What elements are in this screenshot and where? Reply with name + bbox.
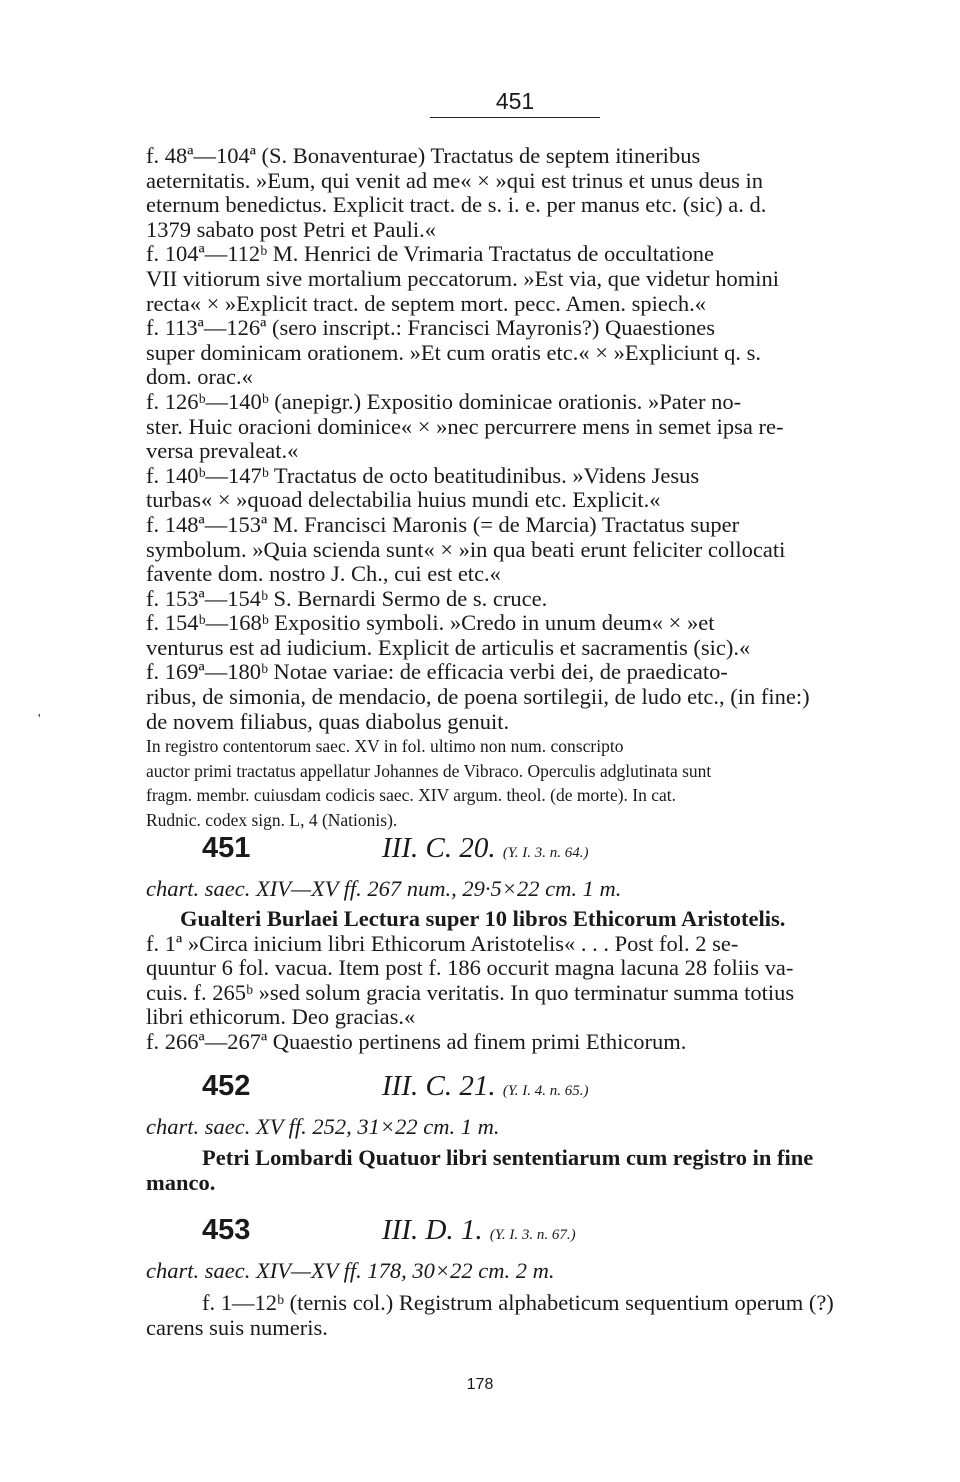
entry-450-note <box>146 734 914 832</box>
record-451-title: Gualteri Burlaei Lectura super 10 libros Ethicorum Aristotelis. <box>180 906 786 931</box>
text-line: symbolum. »Quia scienda sunt« × »in qua beati erunt feliciter collocati <box>146 536 786 562</box>
record-452-title-cont: manco. <box>146 1169 216 1195</box>
text-line: f. 1—12ᵇ (ternis col.) Registrum alphabeticum sequentium operum (?) <box>202 1290 834 1315</box>
record-451-text <box>146 932 914 1055</box>
record-old-signature: (Y. I. 3. n. 64.) <box>502 845 589 861</box>
note-line: fragm. membr. cuiusdam codicis saec. XIV argum. theol. (de morte). In cat. <box>146 785 677 806</box>
record-453-text <box>146 1291 914 1340</box>
text-line: carens suis numeris. <box>146 1314 328 1340</box>
note-line: auctor primi tractatus appellatur Johannes de Vibraco. Operculis adglutinata sunt <box>146 760 712 781</box>
record-old-signature: (Y. I. 4. n. 65.) <box>502 1083 589 1099</box>
text-line: eternum benedictus. Explicit tract. de s. i. e. per manus etc. (sic) a. d. <box>146 192 767 218</box>
footer-folio-number: 178 <box>466 1376 494 1393</box>
record-453-body <box>146 1291 914 1340</box>
text-line: venturus est ad iudicium. Explicit de articulis et sacramentis (sic).« <box>146 634 751 660</box>
text-line: 1379 sabato post Petri et Pauli.« <box>146 216 436 242</box>
record-453-heading <box>202 1214 902 1254</box>
text-line: super dominicam orationem. »Et cum oratis etc.« × »Expliciunt q. s. <box>146 339 762 365</box>
record-452-title: Petri Lombardi Quatuor libri sententiarum cum registro in fine <box>202 1145 814 1170</box>
text-line: versa prevaleat.« <box>146 438 299 464</box>
text-line: quuntur 6 fol. vacua. Item post f. 186 occurit magna lacuna 28 foliis va- <box>146 955 794 981</box>
text-line: ribus, de simonia, de mendacio, de poena sortilegii, de ludo etc., (in fine:) <box>146 684 810 710</box>
record-signature: III. C. 21. (Y. I. 4. n. 65.) <box>382 1070 589 1102</box>
text-line: f. 113ª—126ª (sero inscript.: Francisci Mayronis?) Quaestiones <box>146 315 715 341</box>
note-line: Rudnic. codex sign. L, 4 (Nationis). <box>146 810 398 831</box>
text-line: libri ethicorum. Deo gracias.« <box>146 1004 416 1030</box>
text-line: f. 153ª—154ᵇ S. Bernardi Sermo de s. cruce. <box>146 585 548 611</box>
record-number: 453 <box>202 1214 251 1246</box>
text-line: f. 169ª—180ᵇ Notae variae: de efficacia verbi dei, de praedicato- <box>146 659 728 685</box>
record-old-signature: (Y. I. 3. n. 67.) <box>489 1227 576 1243</box>
record-signature: III. C. 20. (Y. I. 3. n. 64.) <box>382 832 589 864</box>
text-line: recta« × »Explicit tract. de septem mort. pecc. Amen. spiech.« <box>146 290 706 316</box>
record-452-body <box>146 1146 914 1195</box>
text-line: f. 1ª »Circa inicium libri Ethicorum Aristotelis« . . . Post fol. 2 se- <box>146 930 739 956</box>
text-line: cuis. f. 265ᵇ »sed solum gracia veritatis. In quo terminatur summa totius <box>146 979 795 1005</box>
text-line: aeternitatis. »Eum, qui venit ad me« × »qui est trinus et unus deus in <box>146 167 763 193</box>
text-line: f. 266ª—267ª Quaestio pertinens ad finem primi Ethicorum. <box>146 1028 687 1054</box>
record-signature: III. D. 1. (Y. I. 3. n. 67.) <box>382 1214 576 1246</box>
text-line: dom. orac.« <box>146 364 253 390</box>
header-rule <box>430 117 600 118</box>
text-line: f. 126ᵇ—140ᵇ (anepigr.) Expositio dominicae orationis. »Pater no- <box>146 388 742 414</box>
record-451-body <box>146 907 914 1055</box>
record-453-description: chart. saec. XIV—XV ff. 178, 30×22 cm. 2 m. <box>146 1258 555 1283</box>
text-line: ster. Huic oracioni dominice« × »nec percurrere mens in semet ipsa re- <box>146 413 784 439</box>
record-451-description: chart. saec. XIV—XV ff. 267 num., 29·5×22 cm. 1 m. <box>146 876 622 901</box>
text-line: f. 154ᵇ—168ᵇ Expositio symboli. »Credo in unum deum« × »et <box>146 610 715 636</box>
record-452-description: chart. saec. XV ff. 252, 31×22 cm. 1 m. <box>146 1114 500 1139</box>
entry-450-text <box>146 144 914 734</box>
margin-mark: ' <box>38 712 41 727</box>
record-451-heading <box>202 832 902 872</box>
text-line: f. 140ᵇ—147ᵇ Tractatus de octo beatitudinibus. »Videns Jesus <box>146 462 700 488</box>
record-number: 451 <box>202 832 251 864</box>
record-number: 452 <box>202 1070 251 1102</box>
text-line: turbas« × »quoad delectabilia huius mundi etc. Explicit.« <box>146 487 661 513</box>
note-line: In registro contentorum saec. XV in fol. ultimo non num. conscripto <box>146 736 624 757</box>
text-line: f. 104ª—112ᵇ M. Henrici de Vrimaria Tractatus de occultatione <box>146 241 714 267</box>
record-452-heading <box>202 1070 902 1110</box>
text-line: VII vitiorum sive mortalium peccatorum. »Est via, que videtur homini <box>146 265 779 291</box>
text-line: f. 148ª—153ª M. Francisci Maronis (= de Marcia) Tractatus super <box>146 511 740 537</box>
text-line: f. 48ª—104ª (S. Bonaventurae) Tractatus de septem itineribus <box>146 143 701 168</box>
text-line: favente dom. nostro J. Ch., cui est etc.« <box>146 561 501 587</box>
text-line: de novem filiabus, quas diabolus genuit. <box>146 708 510 734</box>
entry-450-contents <box>146 144 914 833</box>
page-number-header: 451 <box>495 88 535 114</box>
